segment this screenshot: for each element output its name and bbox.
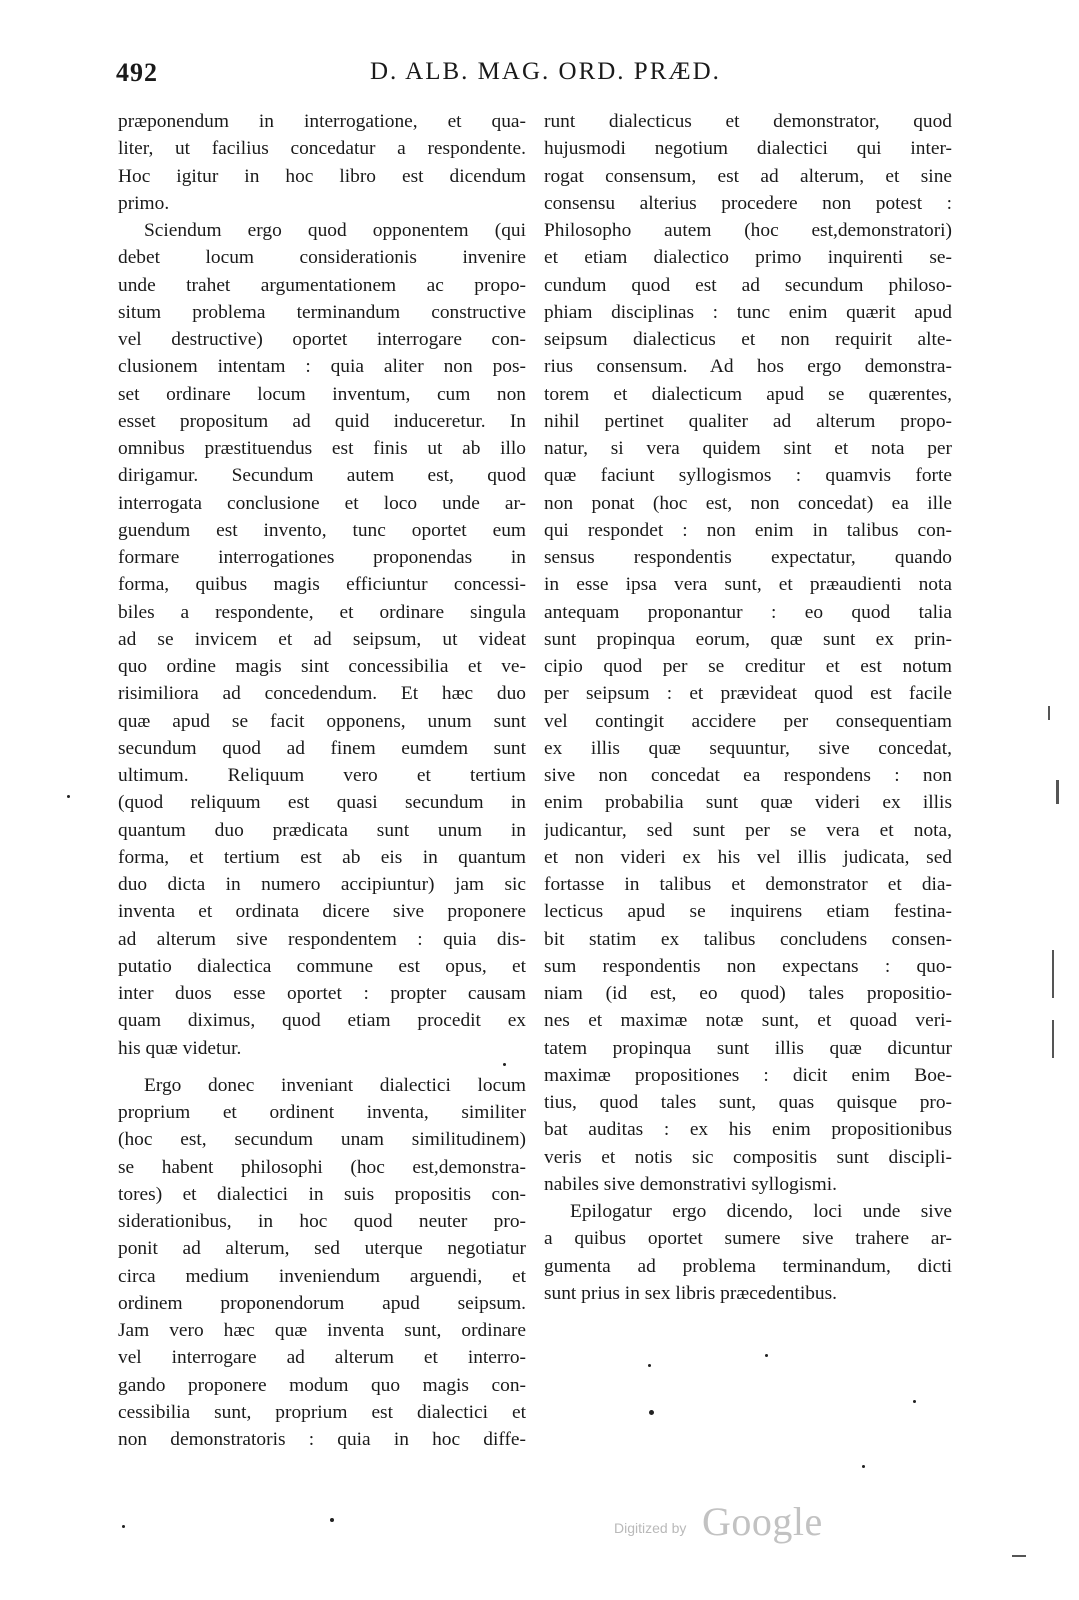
text-line: nabiles sive demonstrativi syllogismi. <box>544 1173 837 1195</box>
text-line: judicantur, sed sunt per se vera et nota, <box>544 819 952 841</box>
text-line: gando proponere modum quo magis con- <box>118 1374 526 1396</box>
edge-mark <box>1052 950 1054 998</box>
google-digitized-watermark <box>614 1498 844 1548</box>
text-line: duo dicta in numero accipiuntur) jam sic <box>118 874 526 895</box>
text-line: et etiam dialectico primo inquirenti se- <box>544 247 952 269</box>
text-line: tatem propinqua sunt illis quæ dicuntur <box>544 1037 952 1059</box>
edge-mark <box>1048 706 1050 720</box>
paragraph-gap <box>118 1062 526 1072</box>
text-line: putatio dialectica commune est opus, et <box>118 955 526 977</box>
text-line: vel contingit accidere per consequentiam <box>544 710 952 732</box>
text-line: Hoc igitur in hoc libro est dicendum <box>118 165 526 187</box>
text-line: natur, si vera quidem sint et nota per <box>544 438 952 459</box>
text-line: debet locum considerationis invenire <box>118 247 526 269</box>
text-line: risimiliora ad concedendum. Et hæc duo <box>118 683 526 705</box>
text-line: clusionem intentam : quia aliter non pos- <box>118 356 526 378</box>
right-text-column <box>544 108 952 1307</box>
text-line: interrogata conclusione et loco unde ar- <box>118 492 526 514</box>
text-line: inventa et ordinata dicere sive proponere <box>118 901 526 923</box>
text-line: sunt prius in sex libris præcedentibus. <box>544 1282 837 1304</box>
text-line: sive non concedat ea respondens : non <box>544 765 952 786</box>
google-logo: Google <box>702 1499 823 1544</box>
page-number: 492 <box>116 58 158 87</box>
text-line: set ordinare locum inventum, cum non <box>118 383 526 405</box>
text-line: se habent philosophi (hoc est,demonstra- <box>118 1156 526 1178</box>
text-line: (hoc est, secundum unam similitudinem) <box>118 1129 526 1151</box>
text-line: nihil pertinet qualiter ad alterum propo- <box>544 410 952 432</box>
text-line: ad alterum sive respondentem : quia dis- <box>118 928 526 950</box>
text-line: cessibilia sunt, proprium est dialectici et <box>118 1401 526 1423</box>
text-line: in esse ipsa vera sunt, et præaudienti nota <box>544 574 952 596</box>
text-line: præponendum in interrogatione, et qua- <box>118 111 526 132</box>
text-line: quæ apud se facit opponens, unum sunt <box>118 710 526 732</box>
text-line: et non videri ex his vel illis judicata, sed <box>544 846 952 868</box>
text-line: tius, quod tales sunt, quas quisque pro- <box>544 1092 952 1113</box>
text-line: Sciendum ergo quod opponentem (qui <box>144 220 526 241</box>
text-line: forma, quibus magis efficiuntur concessi- <box>118 574 526 596</box>
text-line: unde trahet argumentationem ac propo- <box>118 274 526 296</box>
text-line: ultimum. Reliquum vero et tertium <box>118 765 526 786</box>
running-head: D. ALB. MAG. ORD. PRÆD. <box>370 58 721 85</box>
edge-mark <box>1056 780 1059 804</box>
text-line: liter, ut facilius concedatur a respondente. <box>118 138 526 160</box>
scan-speck <box>330 1518 334 1522</box>
text-line: sensus respondentis expectatur, quando <box>544 547 952 568</box>
text-line: vel destructive) oportet interrogare con- <box>118 329 526 350</box>
text-line: formare interrogationes proponendas in <box>118 547 526 568</box>
text-line: forma, et tertium est ab eis in quantum <box>118 846 526 868</box>
scan-speck <box>122 1525 125 1528</box>
text-line: bat auditas : ex his enim propositionibus <box>544 1119 952 1141</box>
text-line: fortasse in talibus et demonstrator et dia- <box>544 874 952 895</box>
text-line: non demonstratoris : quia in hoc diffe- <box>118 1429 526 1450</box>
text-line: a quibus oportet sumere sive trahere ar- <box>544 1228 952 1250</box>
text-line: primo. <box>118 192 170 214</box>
text-line: ponit ad alterum, sed uterque negotiatur <box>118 1238 526 1260</box>
text-line: tores) et dialectici in suis propositis con- <box>118 1183 526 1205</box>
scan-speck <box>862 1465 865 1468</box>
text-line: cipio quod per se creditur et est notum <box>544 656 952 677</box>
text-line: esset propositum ad quid induceretur. In <box>118 410 526 432</box>
text-line: per seipsum : et prævideat quod est facile <box>544 683 952 705</box>
text-line: his quæ videtur. <box>118 1037 242 1059</box>
text-line: proprium et ordinent inventa, similiter <box>118 1102 526 1123</box>
text-line: hujusmodi negotium dialectici qui inter- <box>544 138 952 160</box>
text-line: sum respondentis non expectans : quo- <box>544 955 952 977</box>
text-line: (quod reliquum est quasi secundum in <box>118 792 526 814</box>
text-line: ex illis quæ sequuntur, sive concedat, <box>544 737 952 759</box>
text-line: lecticus apud se inquirens etiam festina- <box>544 901 952 923</box>
text-line: inter duos esse oportet : propter causam <box>118 983 526 1004</box>
left-text-column <box>118 108 526 1453</box>
scan-speck <box>67 795 70 798</box>
text-line: nes et maximæ notæ sunt, et quoad veri- <box>544 1010 952 1032</box>
text-line: situm problema terminandum constructive <box>118 301 526 323</box>
text-line: Epilogatur ergo dicendo, loci unde sive <box>570 1201 952 1222</box>
text-line: bit statim ex talibus concludens consen- <box>544 928 952 950</box>
text-line: dirigamur. Secundum autem est, quod <box>118 465 526 487</box>
scan-speck <box>765 1354 768 1357</box>
text-line: siderationibus, in hoc quod neuter pro- <box>118 1211 526 1232</box>
text-line: vel interrogare ad alterum et interro- <box>118 1347 526 1369</box>
page-header <box>112 58 952 98</box>
text-line: quæ faciunt syllogismos : quamvis forte <box>544 465 952 487</box>
text-line: omnibus præstituendus est finis ut ab illo <box>118 438 526 459</box>
text-line: Ergo donec inveniant dialectici locum <box>144 1074 526 1096</box>
text-line: Philosopho autem (hoc est,demonstratori) <box>544 220 952 241</box>
text-line: secundum quod ad finem eumdem sunt <box>118 737 526 759</box>
text-line: torem et dialecticum apud se quærentes, <box>544 383 952 405</box>
text-line: quam diximus, quod etiam procedit ex <box>118 1010 526 1032</box>
text-line: rius consensum. Ad hos ergo demonstra- <box>544 356 952 378</box>
text-line: antequam proponantur : eo quod talia <box>544 601 952 623</box>
text-line: phiam disciplinas : tunc enim quærit apud <box>544 301 952 323</box>
text-line: rogat consensum, est ad alterum, et sine <box>544 165 952 187</box>
scan-speck <box>649 1410 654 1415</box>
text-line: sunt propinqua eorum, quæ sunt ex prin- <box>544 628 952 650</box>
text-line: circa medium inveniendum arguendi, et <box>118 1265 526 1287</box>
text-line: guendum est invento, tunc oportet eum <box>118 519 526 541</box>
digitized-label: Digitized by <box>614 1520 687 1536</box>
text-line: veris et notis sic compositis sunt discipli- <box>544 1146 952 1168</box>
text-line: quo ordine magis sint concessibilia et ve- <box>118 656 526 677</box>
text-line: enim probabilia sunt quæ videri ex illis <box>544 792 952 814</box>
text-line: gumenta ad problema terminandum, dicti <box>544 1255 952 1277</box>
text-line: Jam vero hæc quæ inventa sunt, ordinare <box>118 1320 526 1341</box>
scan-speck <box>913 1400 916 1403</box>
text-line: seipsum dialecticus et non requirit alte- <box>544 329 952 350</box>
text-line: non ponat (hoc est, non concedat) ea ille <box>544 492 952 514</box>
text-line: quantum duo prædicata sunt unum in <box>118 819 526 841</box>
text-line: niam (id est, eo quod) tales propositio- <box>544 983 952 1004</box>
text-line: maximæ propositiones : dicit enim Boe- <box>544 1064 952 1086</box>
text-line: ordinem proponendorum apud seipsum. <box>118 1292 526 1314</box>
text-line: consensu alterius procedere non potest : <box>544 192 952 214</box>
edge-mark <box>1052 1020 1054 1058</box>
scan-speck <box>648 1364 651 1367</box>
text-line: qui respondet : non enim in talibus con- <box>544 519 952 541</box>
text-line: runt dialecticus et demonstrator, quod <box>544 111 952 132</box>
scan-speck <box>503 1063 506 1066</box>
text-line: biles a respondente, et ordinare singula <box>118 601 526 623</box>
edge-mark <box>1012 1555 1026 1557</box>
text-line: ad se invicem et ad seipsum, ut videat <box>118 628 526 650</box>
text-line: cundum quod est ad secundum philoso- <box>544 274 952 296</box>
